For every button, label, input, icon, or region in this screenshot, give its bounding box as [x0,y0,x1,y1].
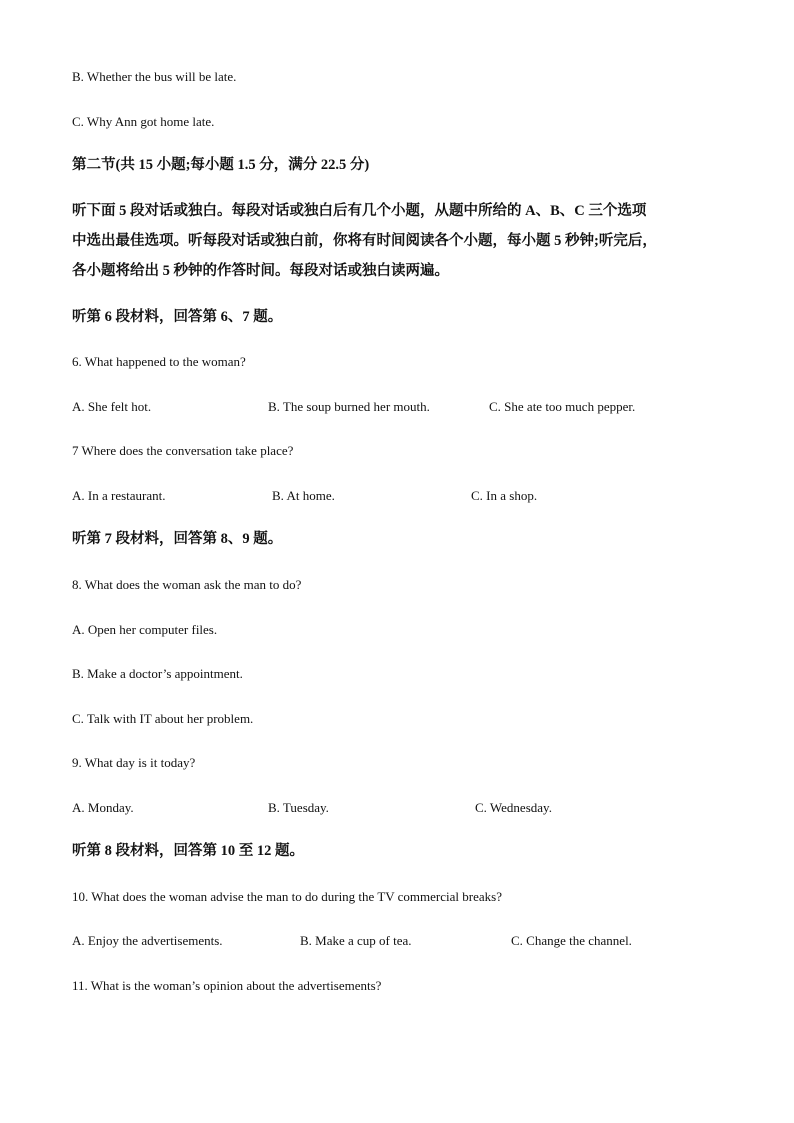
q10-option-c: C. Change the channel. [511,933,632,948]
q6-option-c: C. She ate too much pepper. [489,399,636,414]
q8-stem: 8. What does the woman ask the man to do? [72,577,302,592]
q8-option-b: B. Make a doctor’s appointment. [72,666,243,681]
q7-option-c: C. In a shop. [471,488,538,503]
q9-option-b: B. Tuesday. [268,800,329,815]
material-8-heading: 听第 8 段材料，回答第 10 至 12 题。 [72,843,304,859]
q7-option-a: A. In a restaurant. [72,488,166,503]
q8-option-c: C. Talk with IT about her problem. [72,711,254,726]
q10-stem: 10. What does the woman advise the man to do during the TV commercial breaks? [72,889,502,904]
material-6-heading: 听第 6 段材料，回答第 6、7 题。 [72,309,283,325]
q10-option-a: A. Enjoy the advertisements. [72,933,223,948]
q9-option-c: C. Wednesday. [475,800,552,815]
q7-option-b: B. At home. [272,488,335,503]
q8-option-a: A. Open her computer files. [72,622,218,637]
q6-option-b: B. The soup burned her mouth. [268,399,430,414]
instruction-line: 中选出最佳选项。听每段对话或独白前，你将有时间阅读各个小题，每小题 5 秒钟;听完后， [72,233,657,249]
q9-option-a: A. Monday. [72,800,134,815]
q7-stem: 7 Where does the conversation take place? [72,443,294,458]
q9-stem: 9. What day is it today? [72,755,196,770]
q6-stem: 6. What happened to the woman? [72,354,246,369]
instruction-line: 各小题将给出 5 秒钟的作答时间。每段对话或独白读两遍。 [72,263,449,279]
instruction-line: 听下面 5 段对话或独白。每段对话或独白后有几个小题，从题中所给的 A、B、C 三个选项 [72,203,647,219]
q10-option-b: B. Make a cup of tea. [300,933,412,948]
material-7-heading: 听第 7 段材料，回答第 8、9 题。 [72,531,283,547]
section-title: 第二节(共 15 小题;每小题 1.5 分，满分 22.5 分) [72,157,370,173]
q5-option-b: B. Whether the bus will be late. [72,69,237,84]
q6-option-a: A. She felt hot. [72,399,152,414]
section-instructions [72,196,732,286]
q11-stem: 11. What is the woman’s opinion about the advertisements? [72,978,382,993]
q5-option-c: C. Why Ann got home late. [72,114,215,129]
